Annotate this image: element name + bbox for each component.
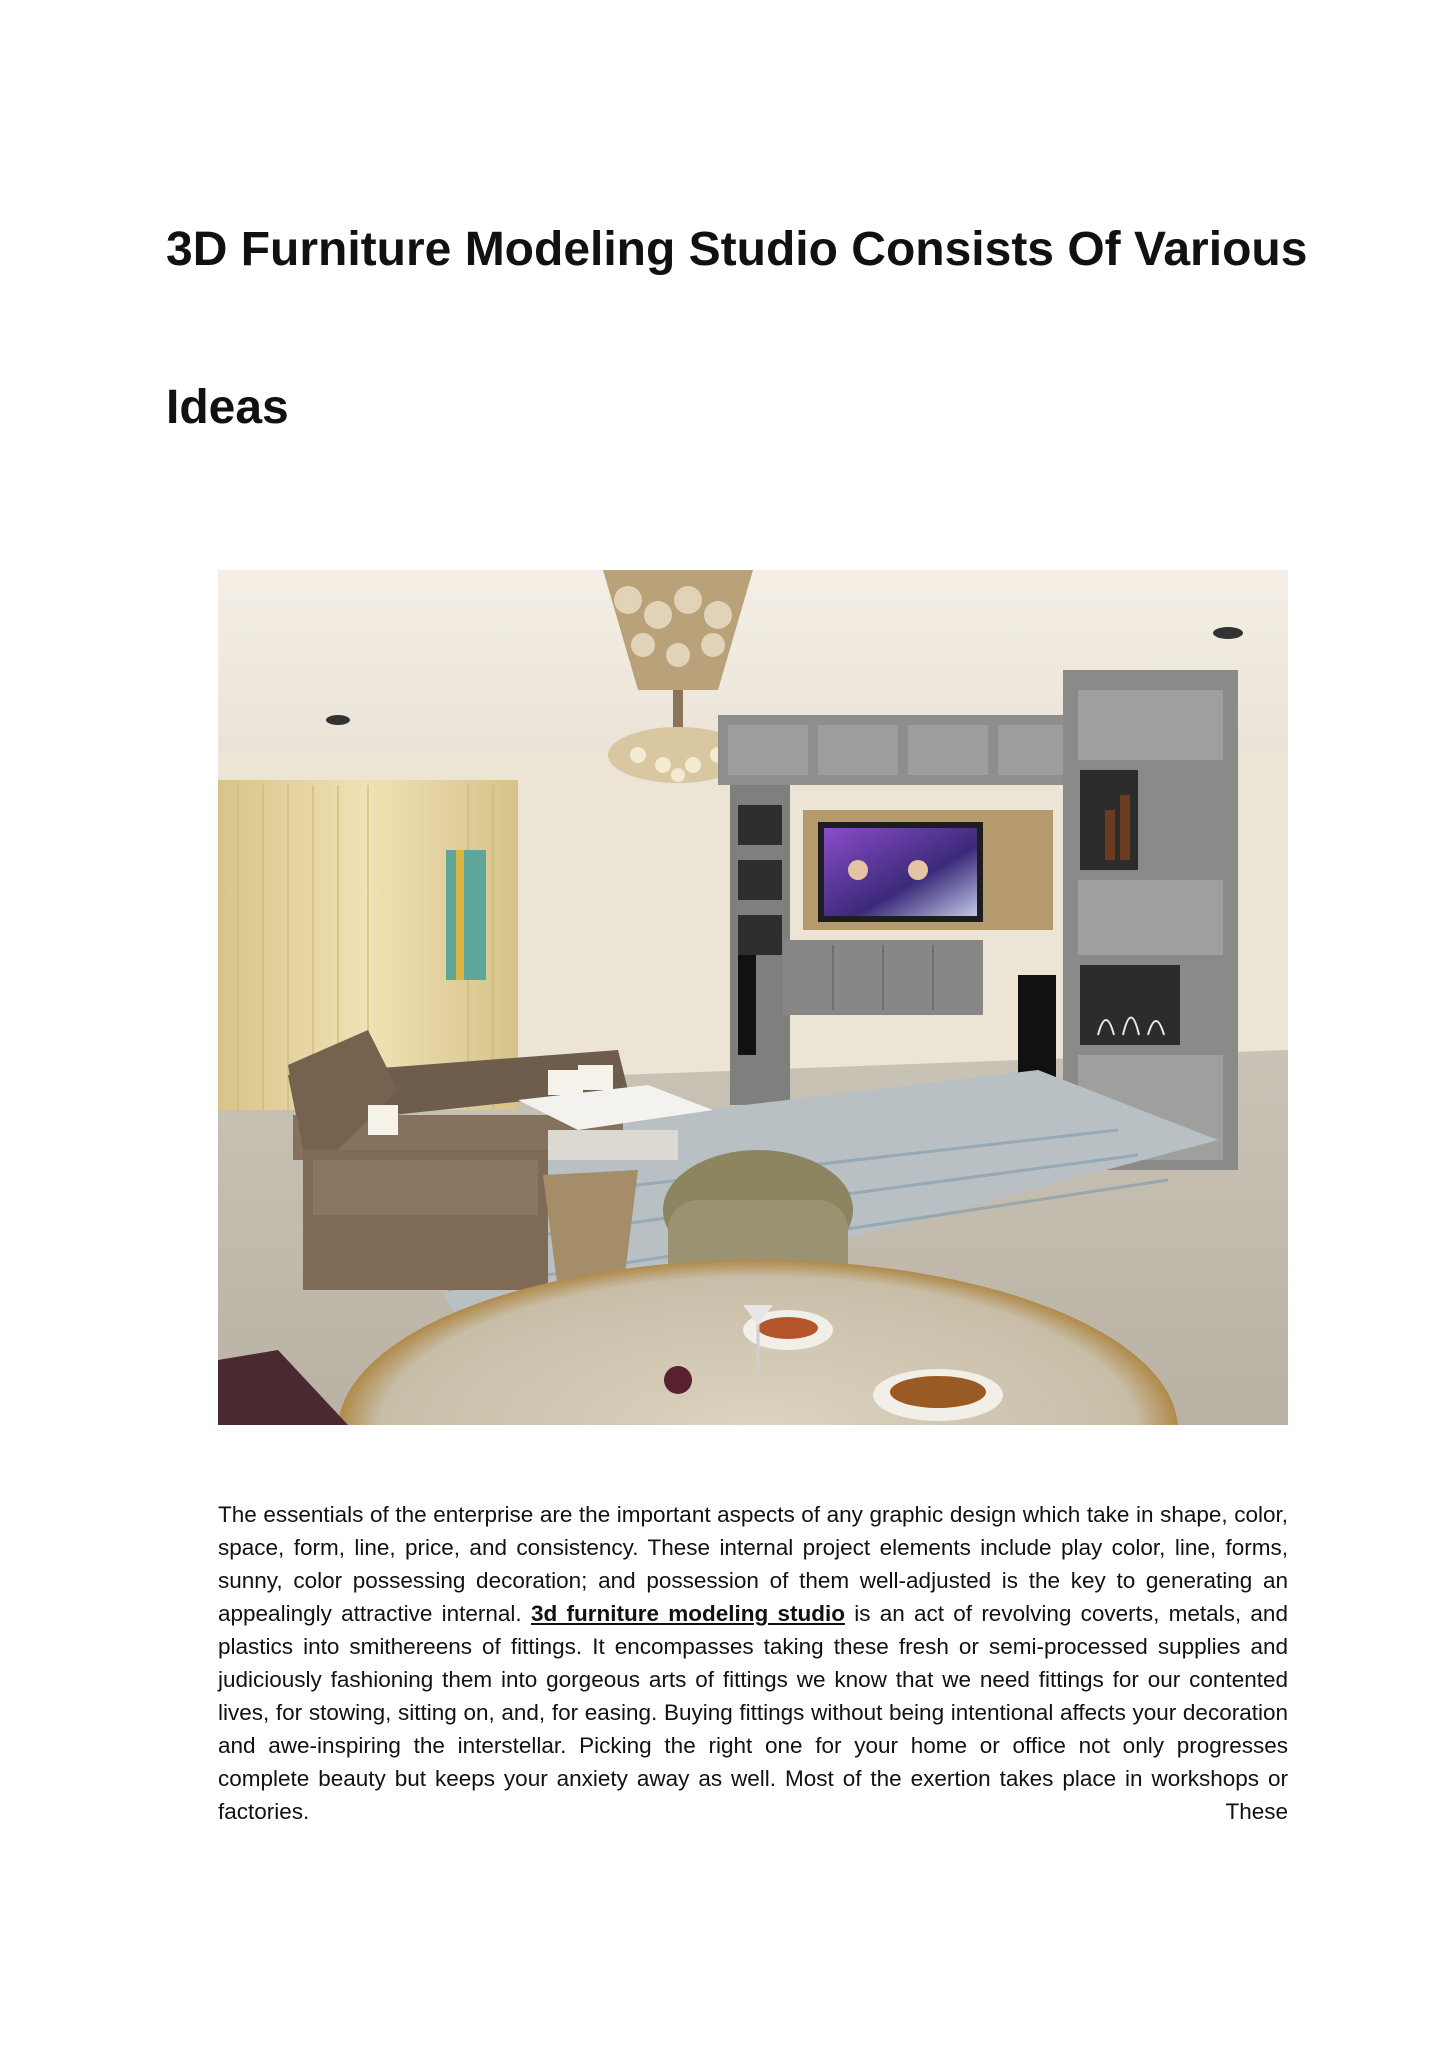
article-paragraph — [218, 1498, 1288, 1828]
paragraph-text-before-link: The essentials of the enterprise are the important aspects of any graphic design which take in shape, color, space, form, line, price, and consistency. These internal project elements include play color, line, forms, sunny, color possessing decoration; and possession of them well-adjusted is the key to generating an appealingly attractive internal. — [218, 1502, 1288, 1626]
page-title-continued: Ideas — [166, 381, 289, 434]
living-room-render-image — [218, 570, 1288, 1425]
studio-link[interactable]: 3d furniture modeling studio — [530, 1601, 845, 1626]
page-title: 3D Furniture Modeling Studio Consists Of Various — [166, 223, 1308, 276]
living-room-illustration — [218, 570, 1288, 1425]
paragraph-text-after-link: is an act of revolving coverts, metals, and plastics into smithereens of fittings. It encompasses taking these fresh or semi-processed supplies and judiciously fashioning them into gorgeous arts of fittings we know that we need fittings for our contented lives, for stowing, sitting on, and, for easing. Buying fittings without being intentional affects your decoration and awe-inspiring the interstellar. Picking the right one for your home or office not only progresses complete beauty but keeps your anxiety away as well. Most of the exertion takes place in workshops or factories. These — [218, 1601, 1288, 1824]
